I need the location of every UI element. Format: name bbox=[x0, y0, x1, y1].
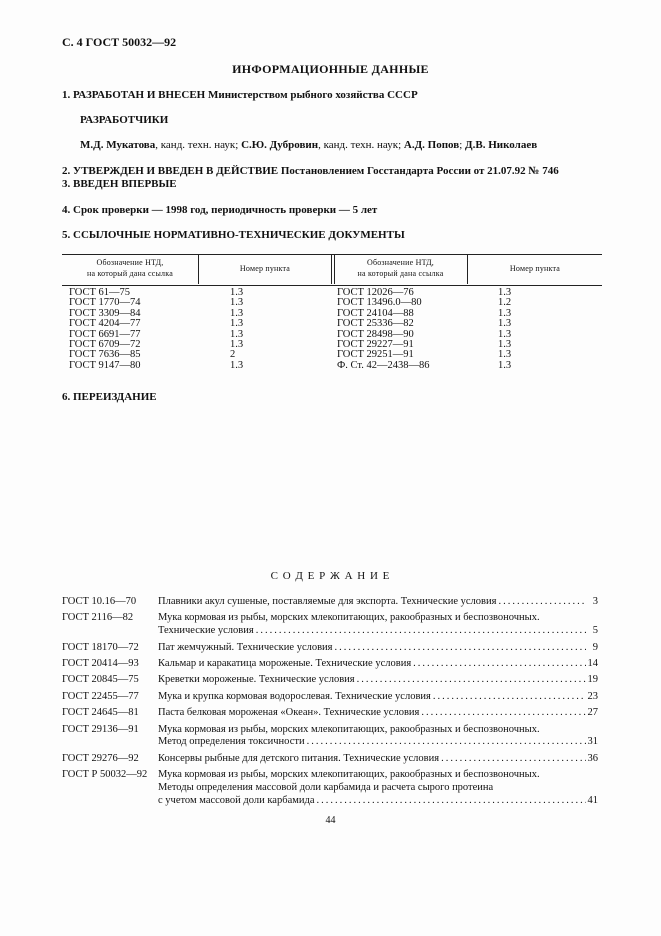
table-cell: 1.3 bbox=[498, 307, 512, 319]
table-cell: ГОСТ 29227—91 bbox=[337, 339, 414, 351]
contents-entry-title: Мука кормовая из рыбы, морских млекопитающих, ракообразных и беспозвоночных. bbox=[158, 723, 540, 735]
contents-entry-page: 31 bbox=[587, 736, 598, 748]
contents-title: С О Д Е Р Ж А Н И Е bbox=[270, 570, 391, 582]
leader-dots bbox=[433, 691, 586, 702]
contents-entry-title: Паста белковая мороженая «Океан». Технические условия bbox=[158, 707, 420, 719]
contents-entry-page: 36 bbox=[587, 752, 598, 764]
contents-entry-page: 27 bbox=[587, 707, 598, 719]
developer-title: , канд. техн. наук; bbox=[318, 139, 404, 151]
table-cell: 1.3 bbox=[230, 287, 244, 298]
section-1 bbox=[62, 89, 418, 101]
table-cell: ГОСТ 7636—85 bbox=[69, 349, 141, 361]
header-item-number: Номер пункта bbox=[509, 264, 561, 273]
contents-entry-title: Кальмар и каракатица мороженые. Технические условия bbox=[158, 658, 412, 669]
developer-title: ; bbox=[459, 139, 466, 151]
leader-dots bbox=[498, 596, 586, 607]
developer-name: А.Д. Попов bbox=[403, 139, 460, 151]
contents-entry bbox=[62, 724, 598, 750]
section-2-number: 2. bbox=[62, 165, 71, 177]
section-4 bbox=[62, 204, 377, 216]
contents-entry-line bbox=[158, 753, 598, 764]
page-number: 44 bbox=[325, 815, 336, 826]
header-designation-line: Обозначение НТД, bbox=[96, 258, 164, 267]
table-cell: ГОСТ 6709—72 bbox=[69, 339, 141, 351]
contents-entry-code: ГОСТ 29276—92 bbox=[62, 752, 139, 764]
contents-entry-line bbox=[158, 691, 598, 702]
table-cell: ГОСТ 13496.0—80 bbox=[337, 297, 422, 309]
contents-entry-code: ГОСТ 18170—72 bbox=[62, 641, 139, 653]
contents-entry bbox=[62, 612, 598, 638]
contents-entry-code: ГОСТ 20414—93 bbox=[62, 658, 139, 669]
contents-entry-title: Мука кормовая из рыбы, морских млекопитающих, ракообразных и беспозвоночных. bbox=[158, 612, 540, 624]
section-6-heading: ПЕРЕИЗДАНИЕ bbox=[73, 391, 157, 403]
page-header: С. 4 ГОСТ 50032—92 bbox=[62, 35, 177, 49]
contents-entry-title: Мука кормовая из рыбы, морских млекопитающих, ракообразных и беспозвоночных. bbox=[158, 769, 540, 781]
contents-entry-page: 9 bbox=[592, 641, 598, 653]
section-5-heading: ССЫЛОЧНЫЕ НОРМАТИВНО-ТЕХНИЧЕСКИЕ ДОКУМЕНТЫ bbox=[73, 229, 405, 241]
table-cell: Ф. Ст. 42—2438—86 bbox=[337, 359, 430, 371]
contents-entry-page: 19 bbox=[587, 674, 598, 686]
table-cell: ГОСТ 29251—91 bbox=[337, 349, 414, 361]
contents-entry-page: 14 bbox=[587, 658, 598, 669]
developers-list bbox=[80, 139, 537, 151]
header-designation-line: на который дана ссылка bbox=[357, 269, 444, 278]
contents-entry bbox=[62, 707, 598, 720]
table-cell: 1.3 bbox=[498, 359, 512, 371]
section-1-heading: РАЗРАБОТАН И ВНЕСЕН bbox=[73, 89, 206, 101]
section-1-text: Министерством рыбного хозяйства СССР bbox=[207, 89, 418, 101]
contents-entry bbox=[62, 596, 598, 609]
contents-entry-line bbox=[158, 658, 598, 669]
contents-entry-line bbox=[158, 769, 598, 780]
contents-entry-line bbox=[158, 674, 598, 685]
contents-entry-line bbox=[158, 612, 598, 623]
leader-dots bbox=[317, 795, 586, 806]
table-cell: 1.3 bbox=[230, 359, 244, 371]
header-designation-line: Обозначение НТД, bbox=[366, 258, 435, 267]
contents-entry bbox=[62, 691, 598, 704]
header-designation-line: на который дана ссылка bbox=[87, 269, 173, 278]
contents-entry-title: Технические условия bbox=[158, 625, 254, 637]
table-cell: 1.3 bbox=[230, 297, 244, 309]
contents-entry bbox=[62, 769, 598, 807]
contents-entry-title: Консервы рыбные для детского питания. Технические условия bbox=[158, 752, 440, 764]
section-3-number: 3. bbox=[62, 178, 71, 190]
contents-entry bbox=[62, 674, 598, 687]
leader-dots bbox=[357, 674, 586, 685]
table-cell: ГОСТ 25336—82 bbox=[337, 318, 414, 330]
contents-entry-code: ГОСТ 2116—82 bbox=[62, 612, 134, 624]
section-6 bbox=[62, 391, 157, 403]
contents-entry-title: Мука и крупка кормовая водорослевая. Технические условия bbox=[158, 690, 431, 702]
right-item-column bbox=[498, 288, 511, 371]
table-cell: ГОСТ 4204—77 bbox=[69, 318, 141, 330]
table-cell: 1.3 bbox=[230, 328, 244, 340]
contents-entry-page: 3 bbox=[592, 596, 598, 607]
contents-entry-page: 5 bbox=[592, 625, 598, 637]
section-4-text: Срок проверки — 1998 год, периодичность проверки — 5 лет bbox=[73, 204, 378, 216]
table-cell: 1.3 bbox=[230, 339, 244, 351]
contents-entry-page: 41 bbox=[587, 794, 598, 806]
section-5 bbox=[62, 229, 405, 241]
section-6-number: 6. bbox=[62, 391, 71, 403]
leader-dots bbox=[335, 642, 587, 653]
contents-entry-code: ГОСТ 10.16—70 bbox=[62, 596, 137, 607]
table-cell: 1.3 bbox=[498, 328, 512, 340]
contents-entry-line bbox=[158, 782, 598, 793]
contents-entry-line bbox=[158, 724, 598, 735]
contents-entry-title: Методы определения массовой доли карбамида и расчета сырого протеина bbox=[158, 781, 494, 793]
table-cell: 1.3 bbox=[498, 318, 512, 330]
developers-heading: РАЗРАБОТЧИКИ bbox=[80, 114, 169, 126]
section-3 bbox=[62, 178, 177, 190]
contents-entry-code: ГОСТ 20845—75 bbox=[62, 674, 139, 686]
contents-entry-code: ГОСТ 29136—91 bbox=[62, 723, 139, 735]
table-cell: 1.3 bbox=[230, 307, 244, 319]
table-cell: 2 bbox=[230, 349, 236, 361]
contents-entry-code: ГОСТ Р 50032—92 bbox=[62, 769, 148, 781]
contents-entry bbox=[62, 658, 598, 671]
table-cell: ГОСТ 28498—90 bbox=[337, 328, 414, 340]
info-title: ИНФОРМАЦИОННЫЕ ДАННЫЕ bbox=[232, 62, 429, 76]
contents-entry-title: Плавники акул сушеные, поставляемые для экспорта. Технические условия bbox=[158, 596, 497, 607]
developer-name: С.Ю. Дубровин bbox=[241, 139, 319, 151]
contents-entry-code: ГОСТ 22455—77 bbox=[62, 690, 139, 702]
table-cell: 1.3 bbox=[498, 339, 512, 351]
leader-dots bbox=[441, 753, 585, 764]
left-item-column bbox=[230, 288, 243, 371]
section-3-heading: ВВЕДЕН ВПЕРВЫЕ bbox=[73, 178, 177, 190]
contents-entry-line bbox=[158, 596, 598, 607]
contents-entry-page: 23 bbox=[587, 690, 598, 702]
section-5-number: 5. bbox=[62, 229, 71, 241]
table-cell: 1.3 bbox=[498, 349, 512, 361]
contents-entry bbox=[62, 642, 598, 655]
leader-dots bbox=[256, 625, 586, 636]
table-cell: 1.3 bbox=[230, 318, 244, 330]
developer-name: Д.В. Николаев bbox=[465, 139, 538, 151]
contents-entry-line bbox=[158, 736, 598, 747]
section-2-heading: УТВЕРЖДЕН И ВВЕДЕН В ДЕЙСТВИЕ bbox=[73, 165, 279, 177]
section-1-number: 1. bbox=[62, 89, 71, 101]
contents-entry-line bbox=[158, 642, 598, 653]
table-cell: 1.3 bbox=[498, 287, 512, 298]
contents-entry-line bbox=[158, 625, 598, 636]
leader-dots bbox=[421, 707, 585, 718]
left-doc-column bbox=[69, 288, 141, 371]
contents-entry-title: с учетом массовой доли карбамида bbox=[158, 794, 315, 806]
contents-entry-code: ГОСТ 24645—81 bbox=[62, 707, 139, 719]
section-2-text: Постановлением Госстандарта России от 21.07.92 № 746 bbox=[280, 165, 559, 177]
contents-entry bbox=[62, 753, 598, 766]
table-cell: ГОСТ 1770—74 bbox=[69, 297, 141, 309]
right-doc-column bbox=[337, 288, 429, 371]
contents-entry-title: Креветки мороженые. Технические условия bbox=[158, 674, 355, 686]
contents-entry-line bbox=[158, 795, 598, 806]
table-cell: ГОСТ 12026—76 bbox=[337, 287, 414, 298]
table-cell: ГОСТ 6691—77 bbox=[69, 328, 141, 340]
contents-entry-title: Пат жемчужный. Технические условия bbox=[158, 641, 333, 653]
contents-entry-line bbox=[158, 707, 598, 718]
table-cell: ГОСТ 3309—84 bbox=[69, 307, 141, 319]
header-designation bbox=[62, 257, 198, 285]
table-cell: ГОСТ 9147—80 bbox=[69, 359, 141, 371]
leader-dots bbox=[307, 736, 586, 747]
section-4-number: 4. bbox=[62, 204, 71, 216]
table-cell: 1.2 bbox=[498, 297, 512, 309]
leader-dots bbox=[413, 658, 585, 669]
header-item-number: Номер пункта bbox=[239, 264, 291, 273]
table-cell: ГОСТ 61—75 bbox=[69, 287, 131, 298]
developer-name: М.Д. Мукатова bbox=[80, 139, 156, 151]
header-designation bbox=[334, 257, 467, 285]
table-cell: ГОСТ 24104—88 bbox=[337, 307, 414, 319]
contents-entry-title: Метод определения токсичности bbox=[158, 736, 305, 748]
developer-title: , канд. техн. наук; bbox=[155, 139, 242, 151]
section-2 bbox=[62, 165, 559, 177]
